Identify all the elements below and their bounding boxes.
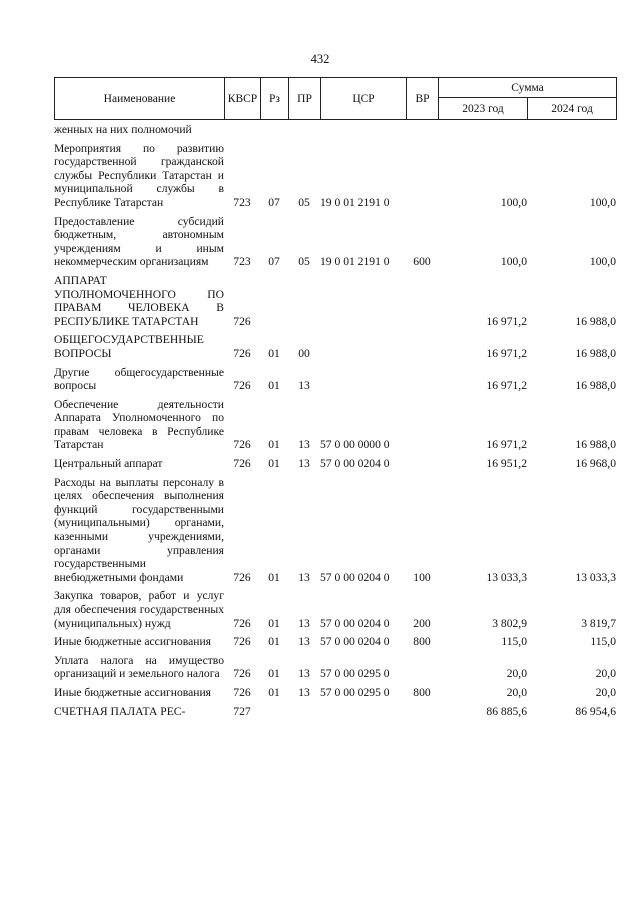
row-vr: 100 [413, 570, 431, 584]
row-rz: 01 [268, 635, 280, 649]
row-vr [406, 700, 438, 719]
row-rz: 01 [268, 379, 280, 393]
row-pr [288, 700, 320, 719]
row-sum-2023: 13 033,3 [486, 570, 527, 584]
page-number: 432 [310, 52, 330, 66]
row-sum-2023: 16 971,2 [486, 438, 527, 452]
header-pr: ПР [289, 78, 321, 120]
row-pr: 13 [298, 635, 310, 649]
table-row [54, 328, 616, 360]
row-sum-2023: 100,0 [500, 195, 527, 209]
table-row [54, 584, 616, 630]
row-sum-2024: 13 033,3 [575, 570, 616, 584]
table-row [54, 452, 616, 471]
row-csr: 57 0 00 0204 0 [320, 635, 390, 649]
row-kvsr: 726 [233, 667, 251, 681]
row-rz: 01 [268, 457, 280, 471]
row-sum-2023: 16 971,2 [486, 379, 527, 393]
header-vr: ВР [407, 78, 439, 120]
row-kvsr: 726 [233, 685, 251, 699]
row-sum-2023: 16 971,2 [486, 314, 527, 328]
row-rz: 01 [268, 667, 280, 681]
row-name [54, 649, 224, 681]
row-vr [406, 123, 438, 137]
row-name-text: Другие общегосударственные вопросы [54, 365, 224, 393]
row-sum-2024: 86 954,6 [575, 704, 616, 718]
row-pr: 13 [298, 379, 310, 393]
row-sum-2024: 3 819,7 [581, 616, 616, 630]
row-vr [406, 269, 438, 328]
row-csr: 57 0 00 0204 0 [320, 457, 390, 471]
row-vr [406, 361, 438, 393]
row-csr [320, 361, 406, 393]
row-vr [406, 452, 438, 471]
row-sum-2024: 115,0 [590, 635, 616, 649]
row-kvsr: 727 [233, 704, 251, 718]
row-sum-2023: 115,0 [501, 635, 527, 649]
row-name [54, 584, 224, 630]
row-rz: 07 [268, 255, 280, 269]
row-csr: 57 0 00 0204 0 [320, 616, 390, 630]
row-pr: 13 [298, 438, 310, 452]
row-pr [288, 269, 320, 328]
table-row [54, 269, 616, 328]
header-rz: Рз [261, 78, 289, 120]
row-sum-2023: 86 885,6 [486, 704, 527, 718]
row-sum-2023: 16 951,2 [486, 457, 527, 471]
row-kvsr: 723 [233, 255, 251, 269]
header-2024: 2024 год [528, 98, 617, 120]
row-name-text: Уплата налога на имущество организаций и земельного налога [54, 653, 224, 681]
row-csr: 57 0 00 0204 0 [320, 570, 390, 584]
table-header [54, 77, 617, 120]
row-vr: 800 [413, 685, 431, 699]
row-sum-2024: 100,0 [589, 255, 616, 269]
row-name-text: женных на них полномочий [54, 123, 192, 136]
row-name [54, 452, 224, 471]
row-name [54, 700, 224, 719]
row-kvsr: 723 [233, 195, 251, 209]
row-sum-2024: 16 988,0 [575, 379, 616, 393]
row-csr [320, 269, 406, 328]
table-row [54, 123, 616, 137]
row-name [54, 269, 224, 328]
header-sum: Сумма [439, 78, 617, 98]
row-name [54, 123, 224, 137]
header-kvsr: КВСР [225, 78, 261, 120]
row-rz [260, 269, 288, 328]
row-sum-2024 [527, 123, 616, 137]
row-rz: 01 [268, 438, 280, 452]
header-csr: ЦСР [321, 78, 407, 120]
row-rz [260, 700, 288, 719]
row-kvsr: 726 [233, 379, 251, 393]
row-vr [406, 328, 438, 360]
row-vr [406, 393, 438, 452]
row-name-text: Иные бюджетные ассигнования [54, 685, 211, 699]
row-name-text: Обеспечение деятельности Аппарата Уполномоченного по правам человека в Республике Татарстан [54, 397, 224, 452]
row-name-text: Иные бюджетные ассигнования [54, 635, 211, 649]
table-row [54, 137, 616, 210]
row-name-text: ОБЩЕГОСУДАРСТВЕННЫЕ ВОПРОСЫ [54, 333, 204, 360]
table-row [54, 471, 616, 585]
row-kvsr: 726 [233, 635, 251, 649]
row-sum-2024: 100,0 [589, 195, 616, 209]
row-name-text: АППАРАТ УПОЛНОМОЧЕННОГО ПО ПРАВАМ ЧЕЛОВЕКА В РЕСПУБЛИКЕ ТАТАРСТАН [54, 273, 224, 328]
row-name-text: Закупка товаров, работ и услуг для обеспечения государственных (муниципальных) нужд [54, 589, 224, 630]
table-row [54, 700, 616, 719]
row-rz: 01 [268, 346, 280, 360]
row-sum-2023: 20,0 [506, 685, 527, 699]
row-rz: 07 [268, 195, 280, 209]
row-vr: 800 [413, 635, 431, 649]
row-csr [320, 123, 406, 137]
row-sum-2024: 16 988,0 [575, 314, 616, 328]
row-name-text: Расходы на выплаты персоналу в целях обеспечения выполнения функций государственными (муниципальными) органами, казенными учреждениями, органами управления государственными внебюджетными фондами [54, 475, 224, 584]
row-sum-2023: 16 971,2 [486, 346, 527, 360]
row-vr [406, 137, 438, 210]
table-row [54, 630, 616, 649]
row-pr: 13 [298, 457, 310, 471]
table-row [54, 681, 616, 700]
row-pr: 00 [298, 346, 310, 360]
row-kvsr: 726 [233, 314, 251, 328]
row-csr [320, 328, 406, 360]
row-kvsr: 726 [233, 438, 251, 452]
row-sum-2024: 20,0 [595, 685, 616, 699]
row-rz [260, 123, 288, 137]
table-row [54, 210, 616, 269]
row-sum-2024: 16 968,0 [575, 457, 616, 471]
row-vr: 600 [413, 255, 431, 269]
row-kvsr: 726 [233, 457, 251, 471]
row-pr: 13 [298, 667, 310, 681]
row-name [54, 393, 224, 452]
row-sum-2023: 3 802,9 [492, 616, 527, 630]
row-rz: 01 [268, 570, 280, 584]
table-row [54, 393, 616, 452]
row-pr: 13 [298, 616, 310, 630]
row-pr: 13 [298, 685, 310, 699]
row-name-text: СЧЕТНАЯ ПАЛАТА РЕС- [54, 704, 186, 718]
budget-table [54, 123, 616, 718]
row-name [54, 210, 224, 269]
row-kvsr [224, 123, 260, 137]
row-rz: 01 [268, 685, 280, 699]
row-csr: 19 0 01 2191 0 [320, 255, 390, 269]
row-sum-2024: 20,0 [595, 667, 616, 681]
row-sum-2023 [438, 123, 527, 137]
row-csr: 57 0 00 0000 0 [320, 438, 390, 452]
row-sum-2023: 20,0 [506, 667, 527, 681]
row-name [54, 361, 224, 393]
row-kvsr: 726 [233, 616, 251, 630]
row-name [54, 328, 224, 360]
table-row [54, 361, 616, 393]
row-pr [288, 123, 320, 137]
row-pr: 05 [298, 255, 310, 269]
row-name [54, 630, 224, 649]
row-pr: 13 [298, 570, 310, 584]
row-rz: 01 [268, 616, 280, 630]
row-name [54, 681, 224, 700]
row-pr: 05 [298, 195, 310, 209]
row-name-text: Мероприятия по развитию государственной гражданской службы Республики Татарстан и муниципальной службы в Республике Татарстан [54, 141, 224, 209]
header-2023: 2023 год [439, 98, 528, 120]
row-name-text: Предоставление субсидий бюджетным, автономным учреждениям и иным некоммерческим организациям [54, 214, 224, 269]
row-sum-2024: 16 988,0 [575, 438, 616, 452]
row-csr [320, 700, 406, 719]
table-row [54, 649, 616, 681]
row-csr: 57 0 00 0295 0 [320, 667, 390, 681]
row-name [54, 471, 224, 585]
header-name: Наименование [55, 78, 225, 120]
row-sum-2024: 16 988,0 [575, 346, 616, 360]
row-kvsr: 726 [233, 570, 251, 584]
row-csr: 19 0 01 2191 0 [320, 195, 390, 209]
row-name-text: Центральный аппарат [54, 457, 163, 471]
row-sum-2023: 100,0 [500, 255, 527, 269]
row-vr: 200 [413, 616, 431, 630]
row-kvsr: 726 [233, 346, 251, 360]
row-vr [406, 649, 438, 681]
row-csr: 57 0 00 0295 0 [320, 685, 390, 699]
row-name [54, 137, 224, 210]
